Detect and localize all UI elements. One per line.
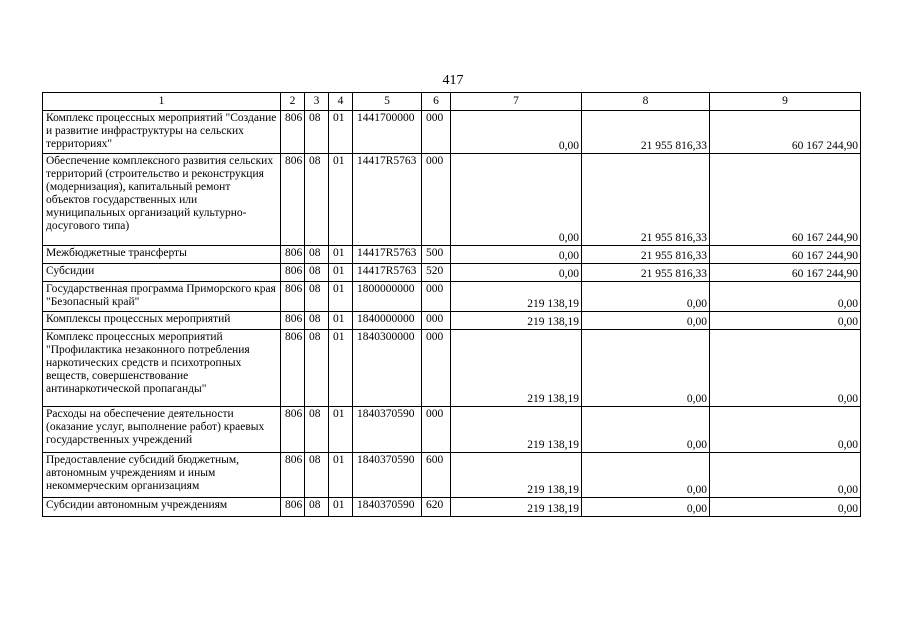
cell-code-4: 01 <box>329 282 353 312</box>
row-name: Обеспечение комплексного развития сельских территорий (строительство и реконструкция (модернизация), капитальный ремонт объектов государственных или муниципальных организаций культурно-досугового типа) <box>43 154 281 246</box>
cell-value-9: 0,00 <box>710 330 861 407</box>
cell-code-3: 08 <box>305 312 329 330</box>
cell-code-2: 806 <box>281 246 305 264</box>
cell-value-9: 60 167 244,90 <box>710 111 861 154</box>
cell-code-2: 806 <box>281 407 305 453</box>
cell-code-3: 08 <box>305 407 329 453</box>
cell-value-8: 21 955 816,33 <box>582 246 710 264</box>
cell-value-7: 219 138,19 <box>451 312 582 330</box>
column-header: 9 <box>710 93 861 111</box>
cell-value-8: 0,00 <box>582 498 710 517</box>
cell-code-5: 1840000000 <box>353 312 422 330</box>
cell-code-3: 08 <box>305 330 329 407</box>
cell-code-4: 01 <box>329 330 353 407</box>
table-row <box>43 264 861 282</box>
cell-code-6: 000 <box>422 330 451 407</box>
cell-code-6: 000 <box>422 154 451 246</box>
cell-value-8: 0,00 <box>582 282 710 312</box>
cell-value-7: 219 138,19 <box>451 407 582 453</box>
column-header: 5 <box>353 93 422 111</box>
cell-value-9: 60 167 244,90 <box>710 246 861 264</box>
table-row <box>43 312 861 330</box>
cell-code-4: 01 <box>329 498 353 517</box>
cell-code-5: 14417R5763 <box>353 154 422 246</box>
cell-value-7: 0,00 <box>451 264 582 282</box>
cell-code-4: 01 <box>329 312 353 330</box>
cell-value-9: 0,00 <box>710 498 861 517</box>
row-name: Государственная программа Приморского края "Безопасный край" <box>43 282 281 312</box>
cell-value-8: 0,00 <box>582 453 710 498</box>
cell-value-9: 60 167 244,90 <box>710 154 861 246</box>
page-number: 417 <box>442 73 464 88</box>
cell-value-8: 21 955 816,33 <box>582 111 710 154</box>
cell-value-9: 0,00 <box>710 282 861 312</box>
row-name: Комплекс процессных мероприятий "Профилактика незаконного потребления наркотических средств и психотропных веществ, совершенствование антинаркотической пропаганды" <box>43 330 281 407</box>
table-row <box>43 498 861 517</box>
cell-code-2: 806 <box>281 154 305 246</box>
column-header: 3 <box>305 93 329 111</box>
cell-code-2: 806 <box>281 264 305 282</box>
cell-code-5: 1840370590 <box>353 407 422 453</box>
cell-code-6: 620 <box>422 498 451 517</box>
table-row <box>43 407 861 453</box>
cell-code-3: 08 <box>305 282 329 312</box>
cell-code-5: 1800000000 <box>353 282 422 312</box>
cell-code-2: 806 <box>281 111 305 154</box>
cell-code-2: 806 <box>281 498 305 517</box>
row-name: Расходы на обеспечение деятельности (оказание услуг, выполнение работ) краевых государственных учреждений <box>43 407 281 453</box>
cell-code-3: 08 <box>305 498 329 517</box>
cell-value-8: 0,00 <box>582 330 710 407</box>
row-name: Комплекс процессных мероприятий "Создание и развитие инфраструктуры на сельских территориях" <box>43 111 281 154</box>
column-header: 6 <box>422 93 451 111</box>
cell-value-8: 21 955 816,33 <box>582 264 710 282</box>
cell-code-5: 14417R5763 <box>353 264 422 282</box>
cell-code-2: 806 <box>281 330 305 407</box>
cell-code-6: 000 <box>422 111 451 154</box>
cell-code-2: 806 <box>281 312 305 330</box>
cell-value-7: 0,00 <box>451 246 582 264</box>
cell-value-7: 219 138,19 <box>451 282 582 312</box>
cell-code-4: 01 <box>329 154 353 246</box>
cell-code-3: 08 <box>305 111 329 154</box>
cell-code-4: 01 <box>329 407 353 453</box>
cell-code-3: 08 <box>305 453 329 498</box>
row-name: Субсидии <box>43 264 281 282</box>
cell-code-6: 000 <box>422 282 451 312</box>
column-header: 7 <box>451 93 582 111</box>
table-row <box>43 111 861 154</box>
cell-code-5: 1840370590 <box>353 453 422 498</box>
table-row <box>43 453 861 498</box>
cell-code-2: 806 <box>281 282 305 312</box>
cell-code-5: 1441700000 <box>353 111 422 154</box>
column-header: 8 <box>582 93 710 111</box>
budget-table <box>42 92 861 517</box>
row-name: Субсидии автономным учреждениям <box>43 498 281 517</box>
cell-code-6: 500 <box>422 246 451 264</box>
cell-code-5: 1840370590 <box>353 498 422 517</box>
cell-code-4: 01 <box>329 246 353 264</box>
cell-value-7: 219 138,19 <box>451 330 582 407</box>
table-row <box>43 154 861 246</box>
column-header: 1 <box>43 93 281 111</box>
column-header: 2 <box>281 93 305 111</box>
cell-code-6: 000 <box>422 407 451 453</box>
column-header: 4 <box>329 93 353 111</box>
cell-code-6: 000 <box>422 312 451 330</box>
cell-code-2: 806 <box>281 453 305 498</box>
cell-value-8: 0,00 <box>582 312 710 330</box>
cell-value-9: 0,00 <box>710 407 861 453</box>
row-name: Комплексы процессных мероприятий <box>43 312 281 330</box>
cell-value-7: 219 138,19 <box>451 453 582 498</box>
cell-code-4: 01 <box>329 111 353 154</box>
cell-value-9: 0,00 <box>710 453 861 498</box>
cell-value-8: 0,00 <box>582 407 710 453</box>
cell-code-3: 08 <box>305 264 329 282</box>
cell-value-8: 21 955 816,33 <box>582 154 710 246</box>
cell-value-7: 219 138,19 <box>451 498 582 517</box>
cell-code-5: 14417R5763 <box>353 246 422 264</box>
table-row <box>43 246 861 264</box>
cell-code-3: 08 <box>305 246 329 264</box>
row-name: Предоставление субсидий бюджетным, автономным учреждениям и иным некоммерческим организациям <box>43 453 281 498</box>
cell-code-5: 1840300000 <box>353 330 422 407</box>
cell-value-7: 0,00 <box>451 111 582 154</box>
cell-code-6: 600 <box>422 453 451 498</box>
table-row <box>43 330 861 407</box>
cell-code-6: 520 <box>422 264 451 282</box>
cell-code-3: 08 <box>305 154 329 246</box>
cell-value-9: 0,00 <box>710 312 861 330</box>
row-name: Межбюджетные трансферты <box>43 246 281 264</box>
cell-value-7: 0,00 <box>451 154 582 246</box>
cell-value-9: 60 167 244,90 <box>710 264 861 282</box>
cell-code-4: 01 <box>329 264 353 282</box>
header-row <box>43 93 861 111</box>
cell-code-4: 01 <box>329 453 353 498</box>
table-row <box>43 282 861 312</box>
